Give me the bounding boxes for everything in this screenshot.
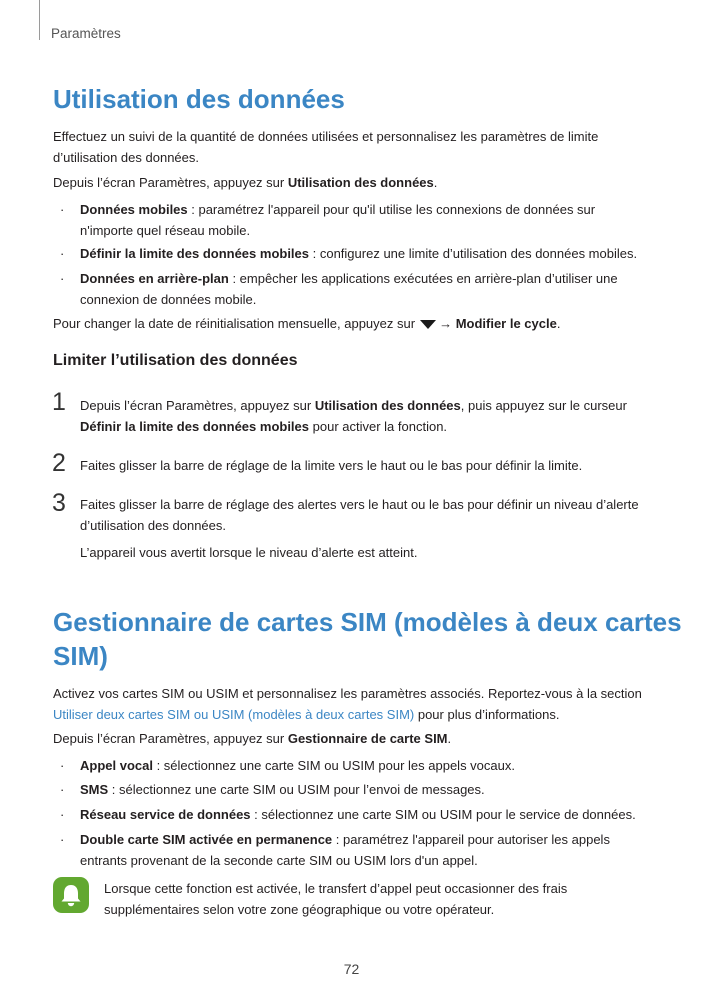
header-divider [39,0,40,40]
step-number: 1 [52,388,66,416]
option-mobile-data: Données mobiles : paramétrez l'appareil pour qu'il utilise les connexions de données sur n'importe quel réseau mobile. [80,202,596,238]
step-1-text: Depuis l’écran Paramètres, appuyez sur Utilisation des données, puis appuyez sur le curseur Définir la limite des données mobiles pour activer la fonction. [80,398,627,434]
option-data-service: Réseau service de données : sélectionnez une carte SIM ou USIM pour le service de données. [80,807,636,822]
step-2-text: Faites glisser la barre de réglage de la limite vers le haut ou le bas pour définir la limite. [80,458,583,473]
step-3-text: Faites glisser la barre de réglage des alertes vers le haut ou le bas pour définir un niveau d’alerte d’utilisation des données. [80,497,639,533]
page-number: 72 [343,961,360,977]
note-bell-icon [53,877,89,913]
navigation-path: Depuis l’écran Paramètres, appuyez sur Utilisation des données. [53,175,438,190]
bullet-dot: · [60,271,65,286]
bullet-dot: · [60,246,65,261]
bullet-dot: · [60,758,65,773]
bullet-dot: · [60,807,65,822]
section-title-sim-manager: Gestionnaire de cartes SIM (modèles à deux cartes SIM) [53,607,682,671]
option-sms: SMS : sélectionnez une carte SIM ou USIM pour l’envoi de messages. [80,782,485,797]
step-number: 2 [52,449,66,477]
intro-paragraph: Effectuez un suivi de la quantité de données utilisées et personnalisez les paramètres de limite d’utilisation des données. [53,129,599,165]
subheading-limit-usage: Limiter l’utilisation des données [53,352,298,369]
option-data-limit: Définir la limite des données mobiles : configurez une limite d’utilisation des données mobiles. [80,246,638,261]
section-title-data-usage: Utilisation des données [53,84,345,114]
bullet-dot: · [60,782,65,797]
bullet-dot: · [60,202,65,217]
dual-sim-section-link[interactable]: Utiliser deux cartes SIM ou USIM (modèles à deux cartes SIM) [53,707,415,722]
dropdown-triangle-icon [420,320,436,329]
option-voice-call: Appel vocal : sélectionnez une carte SIM ou USIM pour les appels vocaux. [80,758,515,773]
step-3-note: L’appareil vous avertit lorsque le niveau d’alerte est atteint. [80,545,418,560]
note-text: Lorsque cette fonction est activée, le transfert d’appel peut occasionner des frais supplémentaires selon votre zone géographique ou votre opérateur. [104,881,568,917]
cycle-instruction: Pour changer la date de réinitialisation mensuelle, appuyez sur → Modifier le cycle. [53,316,561,331]
step-number: 3 [52,489,66,517]
sim-intro-paragraph: Activez vos cartes SIM ou USIM et personnalisez les paramètres associés. Reportez-vous à la section Utiliser deux cartes SIM ou USIM (modèles à deux cartes SIM) pour plus d’informations. [53,686,642,722]
option-dual-sim-always-on: Double carte SIM activée en permanence : paramétrez l'appareil pour autoriser les appels entrants provenant de la seconde carte SIM ou USIM lors d'un appel. [80,832,610,868]
option-background-data: Données en arrière-plan : empêcher les applications exécutées en arrière-plan d’utiliser une connexion de données mobile. [80,271,618,307]
bullet-dot: · [60,832,65,847]
running-header: Paramètres [51,26,121,41]
sim-navigation-path: Depuis l’écran Paramètres, appuyez sur Gestionnaire de carte SIM. [53,731,452,746]
